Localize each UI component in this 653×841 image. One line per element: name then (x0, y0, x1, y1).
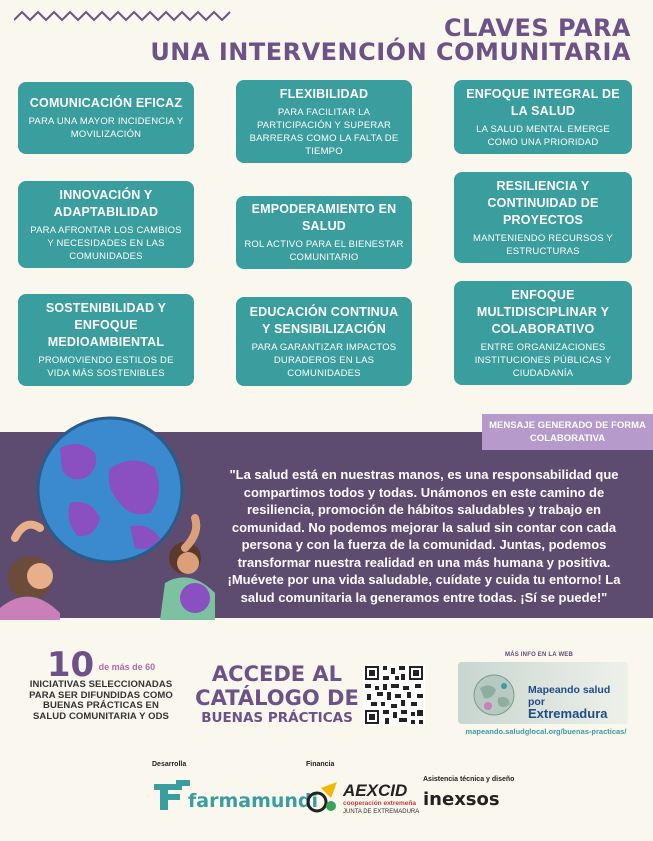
card-text: PARA FACILITAR LA PARTICIPACIÓN Y SUPERAR BARRERAS COMO LA FALTA DE TIEMPO (249, 106, 399, 157)
stat-small-text: de más de 60 (98, 662, 156, 672)
card-text: PARA AFRONTAR LOS CAMBIOS Y NECESIDADES EN LAS COMUNIDADES (30, 224, 182, 262)
card-educacion (236, 297, 412, 386)
farmamundi-logo: farmamundi (188, 790, 319, 812)
web-url-link[interactable]: mapeando.saludglocal.org/buenas-practicas/ (465, 727, 627, 736)
tech-label: Asistencia técnica y diseño (423, 776, 515, 783)
more-info-label: MÁS INFO EN LA WEB (505, 652, 574, 658)
qr-code-icon[interactable] (363, 664, 425, 726)
card-title: COMUNICACIÓN EFICAZ (29, 96, 183, 110)
develops-label: Desarrolla (152, 761, 187, 768)
card-title: SOSTENIBILIDAD Y ENFOQUE MEDIOAMBIENTAL (45, 301, 167, 349)
funds-label: Financia (306, 761, 335, 768)
title-line-2: UNA INTERVENCIÓN COMUNITARIA (150, 38, 631, 67)
card-text: ENTRE ORGANIZACIONES INSTITUCIONES PÚBLICAS Y CIUDADANÍA (474, 341, 612, 379)
web-title (528, 684, 626, 720)
aexcid-sub: cooperación extremeña (343, 800, 416, 807)
stat-number: 10 (46, 645, 95, 685)
card-text: MANTENIENDO RECURSOS Y ESTRUCTURAS (473, 232, 613, 257)
catalog-line-3: BUENAS PRÁCTICAS (201, 710, 353, 726)
card-empoderamiento (236, 196, 412, 269)
stats-block (26, 645, 176, 722)
card-enfoque-integral (454, 80, 632, 154)
web-title-big: Extremadura (528, 706, 608, 721)
card-innovacion (18, 181, 194, 268)
stat-description: INICIATIVAS SELECCIONADAS PARA SER DIFUNDIDAS COMO BUENAS PRÁCTICAS EN SALUD COMUNITARIA Y ODS (29, 679, 173, 722)
title-line-1: CLAVES PARA (444, 14, 631, 42)
card-title: FLEXIBILIDAD (279, 86, 369, 101)
card-text: PROMOVIENDO ESTILOS DE VIDA MÁS SOSTENIBLES (38, 355, 174, 379)
web-title-small: Mapeando salud por (528, 684, 611, 708)
card-resiliencia (454, 172, 632, 263)
inexsos-logo: inexsos (423, 789, 500, 810)
page-title (150, 16, 631, 65)
catalog-line-2: CATÁLOGO DE (195, 686, 359, 710)
globe-illustration (0, 408, 220, 620)
card-title: EDUCACIÓN CONTINUA Y SENSIBILIZACIÓN (249, 304, 399, 336)
aexcid-logo: AEXCID (343, 781, 408, 800)
catalog-line-1: ACCEDE AL (211, 662, 343, 686)
card-flexibilidad (236, 80, 412, 163)
card-title: ENFOQUE MULTIDISCIPLINAR Y COLABORATIVO (476, 287, 610, 336)
card-text: ROL ACTIVO PARA EL BIENESTAR COMUNITARIO (244, 239, 404, 263)
card-title: ENFOQUE INTEGRAL DE LA SALUD (466, 86, 620, 118)
card-title: INNOVACIÓN Y ADAPTABILIDAD (53, 187, 159, 219)
message-tag: MENSAJE GENERADO DE FORMA COLABORATIVA (482, 414, 653, 450)
aexcid-region: JUNTA DE EXTREMADURA (343, 809, 420, 815)
farmamundi-icon (152, 778, 192, 814)
card-multidisciplinar (454, 281, 632, 385)
card-text: LA SALUD MENTAL EMERGE COMO UNA PRIORIDAD (476, 123, 610, 148)
aexcid-icon (305, 780, 341, 816)
catalog-cta[interactable] (192, 662, 362, 726)
collaborative-quote: "La salud está en nuestras manos, es una responsabilidad que compartimos todos y todas. Unámonos en este camino de resiliencia, promoción de hábitos saludables y trabajo en comunidad. No podemos mejorar la salud sin contar con cada persona y con la fuerza de la comunidad. Juntas, podemos transformar nuestra realidad en una más humana y positiva. ¡Muévete por una vida saludable, cuídate y cuida tu entorno! La salud comunitaria la generamos entre todas. ¡Sí se puede!" (227, 467, 621, 605)
card-title: RESILIENCIA Y CONTINUIDAD DE PROYECTOS (487, 178, 599, 227)
card-text: PARA GARANTIZAR IMPACTOS DURADEROS EN LAS COMUNIDADES (251, 341, 397, 379)
card-comunicacion (18, 82, 194, 154)
card-title: EMPODERAMIENTO EN SALUD (251, 202, 397, 233)
web-banner[interactable] (458, 662, 628, 724)
card-text: PARA UNA MAYOR INCIDENCIA Y MOVILIZACIÓN (28, 116, 184, 140)
globe-icon (466, 670, 522, 720)
card-sostenibilidad (18, 294, 194, 386)
